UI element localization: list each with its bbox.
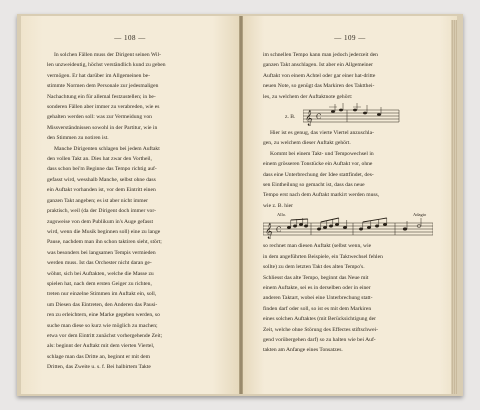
page-number-left: — 108 — [114, 34, 146, 42]
text-line: im schnellen Tempo kann man jedoch jederzeit den [263, 52, 378, 58]
text-line: in dem angeführten Beispiele, ein Taktwechsel fehlen [263, 253, 383, 260]
text-line: takten am Anfange eines Tonsatzes. [263, 347, 343, 354]
text-line: anderen Taktart, wobei eine Unterbrechung statt- [263, 295, 373, 302]
text-line: etwa vor dem Eintritt zunächst vorhergehende Zeit; [47, 332, 163, 339]
text-line: Missverständnissen sowohl in der Partitur, wie in [47, 124, 158, 131]
text-line: werden muss. Ist das Orchester nicht daran ge- [47, 260, 152, 267]
text-line: so rechnet man diesen Auftakt (selbst wenn, wie [263, 243, 372, 250]
text-line: vermögen. Er hat darüber im Allgemeinen be- [47, 72, 150, 79]
text-line: praktisch, weil (da der Dirigent doch immer vor- [47, 208, 156, 215]
text-line: zugsweise von dem Publikum in's Auge gefasst [47, 218, 154, 225]
text-line: Tempo erst nach dem Auftakt markirt werden muss, [263, 192, 380, 199]
text-line: sen Eintheilung so gemacht ist, dass das neue [263, 182, 365, 189]
music-staff-1 [303, 102, 403, 128]
text-line: gehalten werden soll: was zur Vermeidung von [47, 114, 152, 121]
text-line: Schliesst das alte Tempo, beginnt das Neue mit [263, 274, 369, 281]
text-line: len unzweideutig, höchst verständlich kund zu geben [47, 62, 166, 69]
text-line: um Diesen das Eintreten, den Anderen das Pausi- [47, 301, 158, 308]
text-line: Pause, nachdem man ihn schon taktiren sieht, stört; [47, 239, 162, 246]
text-line: treten nur einzelne Stimmen im Auftakt ein, soll, [47, 291, 157, 298]
text-line: les, zu welchem der Auftaktnote gehört: [263, 93, 353, 100]
text-line: einem Auftakte, sei es in derselben oder in einer [263, 284, 371, 291]
text-line: sollte) zu dem letzten Takt des alten Tempo's. [263, 264, 365, 271]
music-tempo-adagio: Adagio [413, 212, 427, 218]
text-line: Nachachtung ein für allemal festzustellen; in be- [47, 93, 156, 100]
text-line: In solchen Fällen muss der Dirigent seinen Wil- [54, 52, 162, 58]
text-line: Manche Dirigenten schlagen bei jedem Auftakt [54, 145, 160, 152]
svg-text:C: C [316, 113, 322, 122]
text-line: dass schon bei'm Beginne das Tempo richtig auf- [47, 166, 157, 173]
svg-text:𝄞: 𝄞 [305, 111, 313, 127]
text-line: einem grösseren Tonstücke ein Auftakt vor, ohne [263, 161, 373, 168]
music-tempo-allegro: Allo. [277, 212, 287, 218]
music-example-1 [263, 102, 433, 128]
svg-text:C: C [276, 226, 282, 235]
page-edges [451, 20, 457, 394]
text-line: schlage man das Dritte an, beginnt er mit dem [47, 353, 150, 360]
svg-text:𝄞: 𝄞 [265, 224, 273, 240]
text-line: sonderen Fällen aber immer zu verabreden, wie es [47, 104, 160, 111]
text-line: als: beginnt der Auftakt mit dem vierten Viertel, [47, 343, 155, 350]
text-line: eines solchen Auftaktes (mit Berücksichtigung der [263, 316, 376, 323]
text-line: Zeit, welche ohne Störung des Effectes stiftschwei- [263, 326, 378, 333]
text-line: den vollen Takt an. Dies hat zwar den Vortheil, [47, 156, 152, 163]
right-page [243, 16, 457, 394]
text-line: neuen Note, so genügt das Markiren des Taktthei- [263, 83, 375, 90]
open-book [17, 14, 463, 396]
text-line: Kommt bei einem Takt- und Tempowechsel in [270, 150, 374, 157]
text-line: gen, zu welchem dieser Auftakt gehört. [263, 140, 351, 147]
page-number-right: — 109 — [334, 34, 366, 42]
text-line: suche man diese so kurz wie möglich zu machen; [47, 322, 158, 329]
text-line: den Stimmen zu notiren ist. [47, 135, 109, 142]
text-line: ein Auftakt vorhanden ist, vor dem Eintritt einen [47, 187, 156, 194]
text-line: ren zu erleichtern, eine Marke gegeben werden, so [47, 312, 160, 319]
text-line: gefasst wird, wesshalb Manche, selbst ohne dass [47, 176, 156, 183]
left-page [21, 16, 239, 394]
right-page-text [263, 50, 433, 356]
music-example-1-label: z. B. [285, 114, 296, 121]
text-line: spielen hat, nach dem ersten Geiger zu richten, [47, 280, 152, 287]
text-line: wird, wenn die Musik beginnen soll) eine zu lange [47, 228, 161, 235]
text-line: Hier ist es genug, das vierte Viertel anzuschla- [270, 130, 374, 137]
text-line: ganzen Takt anschlagen. Ist aber ein Allgemeiner [263, 62, 373, 69]
music-staff-2 [263, 213, 433, 243]
text-line: was besonders bei langsamen Tempis vermieden [47, 249, 156, 256]
text-line: ganzen Takt angeben; es ist aber nicht immer [47, 197, 148, 204]
text-line: stimmte Normen dem Personale zur jedesmaligen [47, 83, 159, 90]
text-line: dass eine Unterbrechung der Idee stattfindet, des- [263, 171, 374, 178]
text-line: wie z. B. hier [263, 202, 293, 209]
text-line: Auftakt von einem Achtel oder gar einer hat-dritte [263, 72, 376, 79]
text-line: gend vorübergehen darf) so zu halten wie bei Auf- [263, 336, 376, 343]
left-page-text [47, 50, 215, 373]
music-example-2 [263, 211, 433, 241]
text-line: Dritten, das Zweite u. s. f. Bei halbirtem Takte [47, 364, 151, 371]
text-line: finden darf oder soll, so ist es mit dem Markiren [263, 305, 372, 312]
text-line: wöhnt, sich bei Auftakten, welche die Masse zu [47, 270, 154, 277]
